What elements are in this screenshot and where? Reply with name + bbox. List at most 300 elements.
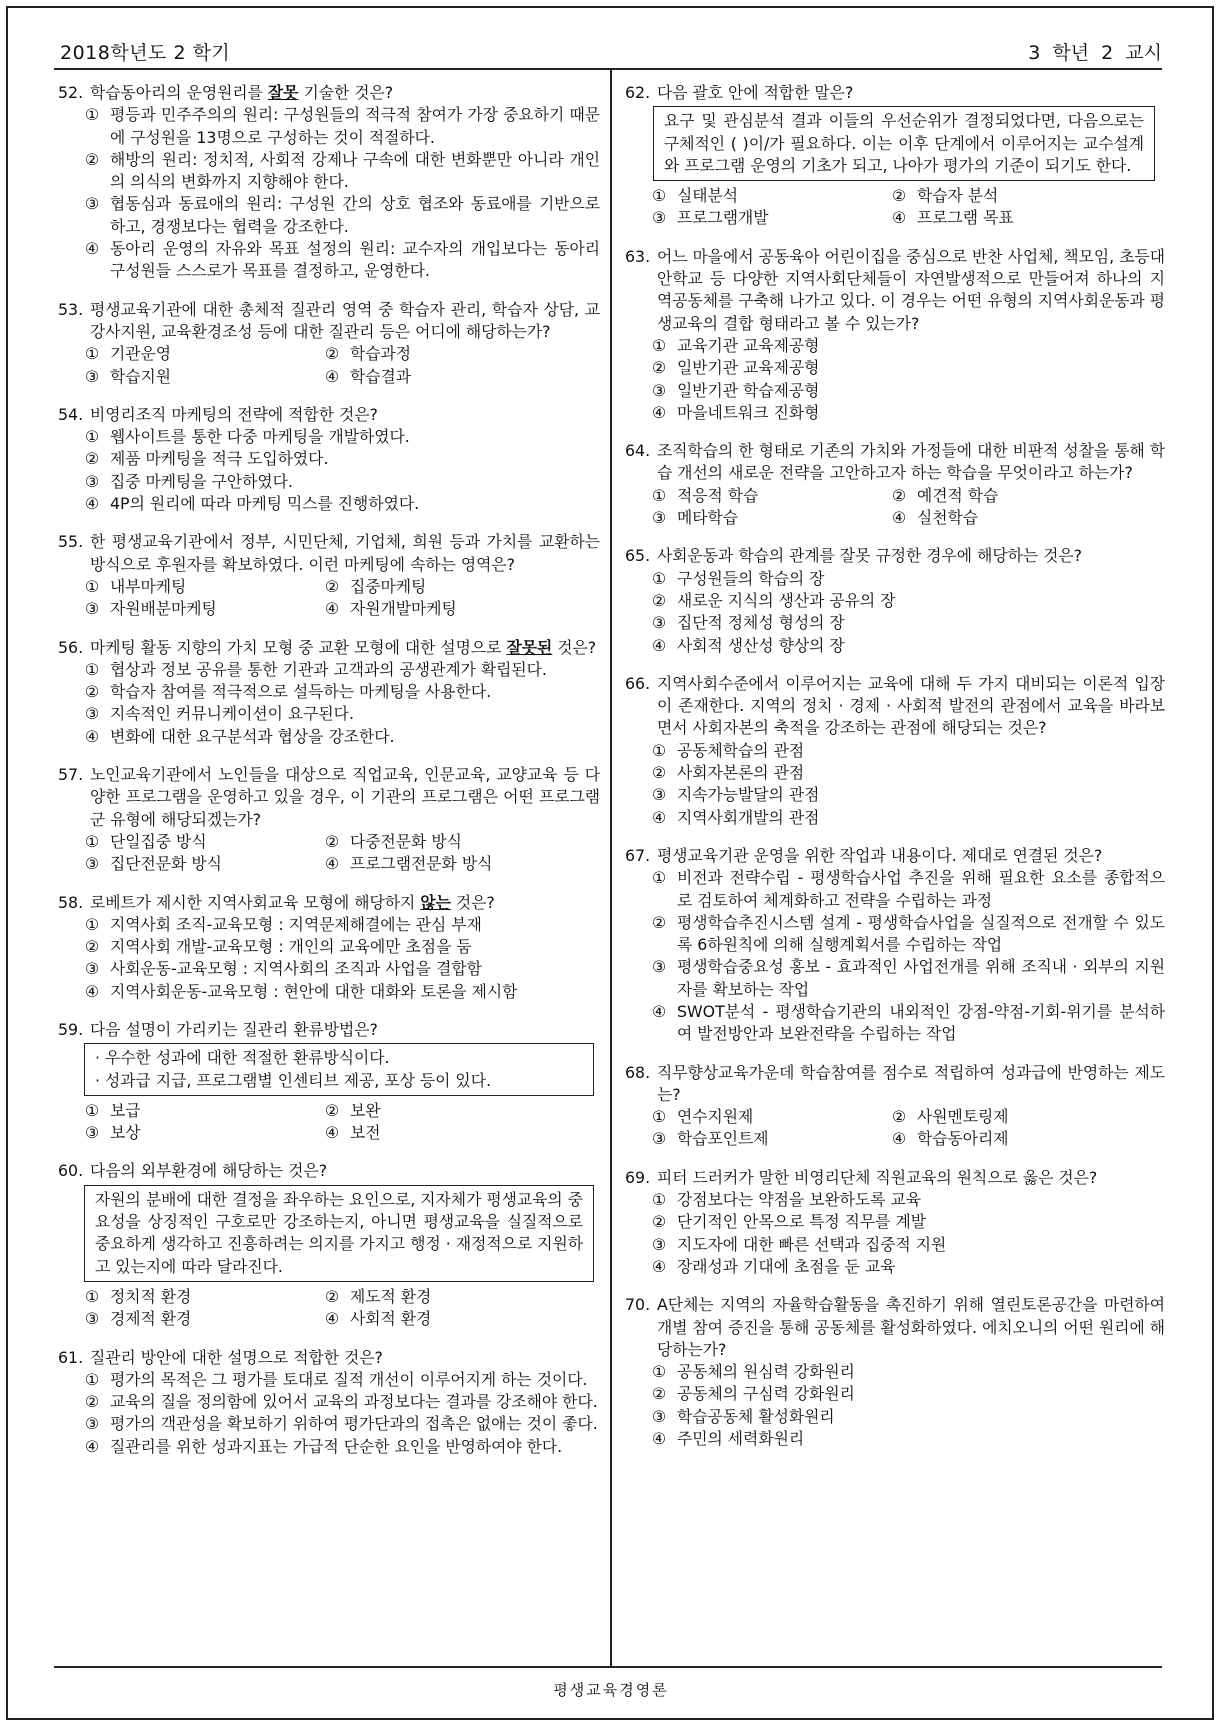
question-number: 62.: [625, 83, 651, 102]
question-64: [625, 440, 1165, 529]
option-text: 학습동아리제: [917, 1129, 1009, 1149]
option-text: 단일집중 방식: [110, 831, 207, 851]
option-text: 보급: [110, 1100, 141, 1120]
option-marker: ②: [652, 763, 667, 783]
question-text: [90, 764, 600, 831]
question-stem: [58, 1347, 600, 1369]
question-63: [625, 246, 1165, 424]
option-text: 교육의 질을 정의함에 있어서 교육의 과정보다는 결과를 강조해야 한다.: [110, 1392, 598, 1412]
header-grade-period: 3 학년 2 교시: [1028, 42, 1162, 64]
question-52: [58, 82, 600, 283]
question-number: 55.: [58, 532, 84, 552]
option-marker: ④: [85, 239, 100, 259]
answer-option-3: [625, 1234, 1165, 1256]
option-text: 단기적인 안목으로 특정 직무를 계발: [677, 1212, 926, 1232]
option-marker: ④: [652, 807, 667, 827]
option-text: 지속가능발달의 관점: [677, 785, 820, 805]
question-57: [58, 764, 600, 875]
stem-text: 마케팅 활동 지향의 가치 모형 중 교환 모형에 대한 설명으로: [90, 637, 507, 657]
option-marker: ①: [85, 1369, 100, 1389]
option-text: 메타학습: [677, 508, 739, 528]
stem-emphasis: 잘못된: [506, 637, 553, 657]
answer-option-3: [85, 598, 325, 620]
option-text: 구성원들의 학습의 장: [677, 568, 825, 588]
option-marker: ①: [652, 1362, 667, 1382]
option-text: 주민의 세력화원리: [677, 1429, 805, 1449]
header-term: 2018학년도 2 학기: [60, 42, 231, 64]
question-stem: [625, 1062, 1165, 1107]
option-text: 4P의 원리에 따라 마케팅 믹스를 진행하였다.: [110, 494, 420, 514]
answer-options-grid: [625, 1106, 1165, 1151]
option-text: 일반기관 학습제공형: [677, 380, 820, 400]
stem-text: 조직학습의 한 형태로 기존의 가치와 가정들에 대한 비판적 성찰을 통해 학습 개선의 새로운 전략을 고안하고자 하는 학습을 무엇이라고 하는가?: [657, 441, 1166, 483]
answer-option-1: [85, 576, 325, 598]
option-text: 학습공동체 활성화원리: [677, 1406, 835, 1426]
question-stem: [58, 764, 600, 831]
answer-option-2: [58, 448, 600, 470]
answer-option-4: [625, 402, 1165, 424]
answer-option-3: [625, 784, 1165, 806]
option-marker: ①: [85, 576, 100, 596]
question-text: [90, 1347, 600, 1369]
option-marker: ③: [652, 1234, 667, 1254]
passage-line: · 우수한 성과에 대한 적절한 환류방식이다.: [95, 1048, 390, 1068]
question-55: [58, 531, 600, 620]
answer-option-1: [58, 659, 600, 681]
option-marker: ③: [652, 1406, 667, 1426]
option-text: 사회자본론의 관점: [677, 763, 805, 783]
option-text: 자원개발마케팅: [350, 599, 457, 619]
question-text: [657, 845, 1165, 867]
stem-text: 다음의 외부환경에 해당하는 것은?: [90, 1161, 328, 1181]
option-marker: ①: [652, 186, 667, 206]
header-rule: [54, 68, 1162, 70]
answer-options-grid: [58, 576, 600, 621]
question-passage-box: [84, 1043, 594, 1096]
question-stem: [58, 299, 600, 344]
option-text: 사회운동-교육모형 : 지역사회의 조직과 사업을 결합함: [110, 959, 482, 979]
question-69: [625, 1167, 1165, 1278]
right-column: [625, 82, 1165, 1466]
question-stem: [625, 246, 1165, 335]
option-text: 교육기관 교육제공형: [677, 335, 820, 355]
answer-option-1: [58, 104, 600, 149]
question-68: [625, 1062, 1165, 1151]
option-marker: ③: [85, 1309, 100, 1329]
option-marker: ④: [892, 508, 907, 528]
answer-option-1: [58, 1369, 600, 1391]
question-passage-box: [653, 106, 1155, 181]
option-marker: ③: [85, 1414, 100, 1434]
question-number: 64.: [625, 441, 651, 461]
answer-option-1: [652, 185, 892, 207]
option-text: 공동체학습의 관점: [677, 740, 805, 760]
option-text: 웹사이트를 통한 다중 마케팅을 개발하였다.: [110, 427, 410, 447]
question-67: [625, 845, 1165, 1046]
option-text: 집단전문화 방식: [110, 854, 222, 874]
question-stem: [58, 1160, 600, 1182]
answer-options-grid: [58, 343, 600, 388]
answer-options-grid: [58, 1286, 600, 1331]
option-text: 공동체의 구심력 강화원리: [677, 1384, 855, 1404]
stem-text: 직무향상교육가운데 학습참여를 점수로 적립하여 성과급에 반영하는 제도는?: [657, 1062, 1165, 1104]
option-marker: ④: [652, 1001, 667, 1021]
option-text: 예견적 학습: [917, 485, 999, 505]
answer-option-3: [58, 471, 600, 493]
stem-text: 비영리조직 마케팅의 전략에 적합한 것은?: [90, 404, 378, 424]
option-text: 학습자 분석: [917, 186, 999, 206]
stem-text: A단체는 지역의 자율학습활동을 촉진하기 위해 열린토론공간을 마련하여 개별 참여 증진을 통해 공동체를 활성화하였다. 에치오니의 어떤 원리에 해당하는가?: [657, 1295, 1166, 1359]
answer-options-grid: [625, 185, 1165, 230]
option-text: 프로그램개발: [677, 208, 769, 228]
answer-option-4: [58, 238, 600, 283]
answer-option-2: [625, 1383, 1165, 1405]
option-text: 평가의 객관성을 확보하기 위하여 평가단과의 접촉은 없애는 것이 좋다.: [110, 1414, 598, 1434]
option-text: 지역사회개발의 관점: [677, 807, 820, 827]
answer-option-2: [325, 831, 565, 853]
answer-option-2: [58, 1391, 600, 1413]
option-text: 변화에 대한 요구분석과 협상을 강조한다.: [110, 726, 395, 746]
option-text: 지도자에 대한 빠른 선택과 집중적 지원: [677, 1234, 947, 1254]
stem-text: 다음 괄호 안에 적합한 말은?: [657, 83, 854, 102]
option-marker: ①: [85, 914, 100, 934]
option-marker: ②: [652, 912, 667, 932]
option-marker: ③: [85, 854, 100, 874]
question-text: [90, 299, 600, 344]
stem-text: 한 평생교육기관에서 정부, 시민단체, 기업체, 희원 등과 가치를 교환하는 방식으로 후원자를 확보하였다. 이런 마케팅에 속하는 영역은?: [90, 532, 600, 574]
answer-option-4: [625, 635, 1165, 657]
option-marker: ④: [85, 494, 100, 514]
option-marker: ③: [652, 613, 667, 633]
option-text: 지역사회운동-교육모형 : 현안에 대한 대화와 토론을 제시함: [110, 981, 518, 1001]
option-marker: ③: [652, 208, 667, 228]
option-text: 기관운영: [110, 344, 172, 364]
answer-option-4: [58, 1436, 600, 1458]
question-62: [625, 82, 1165, 230]
answer-option-3: [58, 958, 600, 980]
option-marker: ①: [652, 485, 667, 505]
question-65: [625, 545, 1165, 656]
option-marker: ①: [652, 1190, 667, 1210]
answer-option-2: [625, 590, 1165, 612]
question-stem: [58, 637, 600, 659]
question-stem: [58, 82, 600, 104]
answer-option-1: [85, 343, 325, 365]
stem-text: 학습동아리의 운영원리를: [90, 83, 268, 102]
question-text: [657, 246, 1165, 335]
option-text: 평가의 목적은 그 평가를 토대로 질적 개선이 이루어지게 하는 것이다.: [110, 1369, 588, 1389]
option-text: 일반기관 교육제공형: [677, 358, 820, 378]
answer-option-2: [325, 576, 565, 598]
answer-option-3: [625, 1406, 1165, 1428]
option-marker: ③: [85, 959, 100, 979]
answer-option-2: [625, 357, 1165, 379]
answer-option-3: [85, 853, 325, 875]
question-stem: [58, 404, 600, 426]
answer-option-2: [325, 1100, 565, 1122]
answer-option-4: [625, 1001, 1165, 1046]
question-number: 61.: [58, 1347, 84, 1367]
stem-emphasis: 잘못: [267, 83, 299, 102]
question-number: 60.: [58, 1161, 84, 1181]
option-marker: ②: [85, 149, 100, 169]
option-marker: ①: [85, 1100, 100, 1120]
stem-text: 어느 마을에서 공동육아 어린이집을 중심으로 반찬 사업체, 책모임, 초등대안학교 등 다양한 지역사회단체들이 자연발생적으로 만들어져 하나의 지역공동체를 구축해 나가고 있다. 이 경우는 어떤 유형의 지역사회운동과 평생교육의 결합 형태라고 볼 수 있는가?: [657, 246, 1166, 333]
question-text: [657, 440, 1165, 485]
option-marker: ①: [85, 831, 100, 851]
option-marker: ③: [85, 366, 100, 386]
option-marker: ②: [652, 590, 667, 610]
question-stem: [58, 531, 600, 576]
stem-text-end: 기술한 것은?: [298, 83, 394, 102]
answer-option-2: [325, 343, 565, 365]
option-marker: ②: [325, 831, 340, 851]
question-60: [58, 1160, 600, 1330]
question-text: [90, 892, 600, 914]
option-text: 질관리를 위한 성과지표는 가급적 단순한 요인을 반영하여야 한다.: [110, 1436, 563, 1456]
question-number: 68.: [625, 1062, 651, 1082]
option-text: 지역사회 조직-교육모형 : 지역문제해결에는 관심 부재: [110, 914, 482, 934]
option-text: 집단적 정체성 형성의 장: [677, 613, 845, 633]
answer-option-2: [625, 762, 1165, 784]
option-marker: ②: [652, 1212, 667, 1232]
question-56: [58, 637, 600, 748]
answer-option-1: [652, 1106, 892, 1128]
question-number: 52.: [58, 83, 84, 102]
option-marker: ②: [652, 358, 667, 378]
stem-emphasis: 않는: [420, 892, 451, 912]
question-text: [90, 404, 600, 426]
question-number: 65.: [625, 546, 651, 566]
option-marker: ③: [85, 1123, 100, 1143]
option-text: 해방의 원리: 정치적, 사회적 강제나 구속에 대한 변화뿐만 아니라 개인의 의식의 변화까지 지향해야 한다.: [110, 149, 600, 192]
footer-subject: 평생교육경영론: [553, 1681, 669, 1699]
passage-line: 요구 및 관심분석 결과 이들의 우선순위가 결정되었다면, 다음으로는 구체적인 ( )이/가 필요하다. 이는 이후 단계에서 이루어지는 교수설계와 프로그램 운영의 기초가 되고, 나아가 평가의 기준이 되기도 한다.: [664, 111, 1144, 175]
question-number: 53.: [58, 299, 84, 319]
question-stem: [625, 1294, 1165, 1361]
question-number: 70.: [625, 1295, 651, 1315]
option-marker: ③: [652, 1129, 667, 1149]
question-66: [625, 673, 1165, 829]
question-number: 56.: [58, 637, 84, 657]
stem-text-end: 것은?: [552, 637, 597, 657]
option-marker: ②: [892, 1107, 907, 1127]
option-text: 사회적 환경: [350, 1309, 432, 1329]
answer-option-3: [652, 207, 892, 229]
answer-option-4: [625, 807, 1165, 829]
stem-text: 다음 설명이 가리키는 질관리 환류방법은?: [90, 1019, 378, 1039]
answer-option-4: [325, 598, 565, 620]
answer-option-4: [625, 1256, 1165, 1278]
stem-text: 평생교육기관 운영을 위한 작업과 내용이다. 제대로 연결된 것은?: [657, 845, 1103, 865]
answer-options-grid: [58, 831, 600, 876]
passage-line: 자원의 분배에 대한 결정을 좌우하는 요인으로, 지자체가 평생교육의 중요성을 상징적인 구호로만 강조하는지, 아니면 평생교육을 실질적으로 중요하게 생각하고 진흥하려는 의지를 가지고 행정 · 재정적으로 지원하고 있는지에 따라 달라진다.: [95, 1189, 583, 1276]
option-text: SWOT분석 - 평생학습기관의 내외적인 강점-약점-기회-위기를 분석하여 발전방안과 보완전략을 수립하는 작업: [677, 1001, 1165, 1044]
answer-option-2: [625, 912, 1165, 957]
option-marker: ②: [892, 186, 907, 206]
answer-option-2: [892, 485, 1152, 507]
left-column: [58, 82, 600, 1474]
option-marker: ②: [325, 1100, 340, 1120]
footer-rule: [54, 1666, 1162, 1668]
question-61: [58, 1347, 600, 1458]
question-number: 54.: [58, 404, 84, 424]
option-text: 학습포인트제: [677, 1129, 769, 1149]
answer-option-4: [58, 981, 600, 1003]
answer-options-grid: [625, 485, 1165, 530]
question-58: [58, 892, 600, 1003]
answer-option-4: [892, 1128, 1152, 1150]
option-marker: ①: [652, 1107, 667, 1127]
question-stem: [58, 1019, 600, 1041]
answer-option-1: [625, 1189, 1165, 1211]
answer-option-4: [58, 493, 600, 515]
option-marker: ①: [85, 427, 100, 447]
answer-option-2: [325, 1286, 565, 1308]
answer-option-1: [85, 1100, 325, 1122]
answer-option-2: [58, 936, 600, 958]
answer-option-1: [625, 568, 1165, 590]
option-marker: ③: [85, 704, 100, 724]
question-text: [657, 1167, 1165, 1189]
option-text: 동아리 운영의 자유와 목표 설정의 원리: 교수자의 개입보다는 동아리 구성원들 스스로가 목표를 결정하고, 운영한다.: [110, 239, 600, 281]
option-text: 다중전문화 방식: [350, 831, 462, 851]
question-number: 66.: [625, 673, 651, 693]
option-marker: ④: [325, 854, 340, 874]
answer-option-2: [58, 681, 600, 703]
option-marker: ②: [652, 1384, 667, 1404]
option-marker: ②: [325, 1286, 340, 1306]
answer-option-2: [892, 1106, 1152, 1128]
option-marker: ①: [652, 868, 667, 888]
option-marker: ②: [325, 576, 340, 596]
question-number: 63.: [625, 246, 651, 266]
answer-option-3: [85, 1308, 325, 1330]
answer-option-1: [58, 426, 600, 448]
question-text: [657, 82, 1165, 104]
option-text: 프로그램전문화 방식: [350, 854, 493, 874]
option-marker: ④: [652, 402, 667, 422]
question-stem: [625, 545, 1165, 567]
option-marker: ④: [325, 599, 340, 619]
option-text: 새로운 지식의 생산과 공유의 장: [677, 590, 896, 610]
answer-option-4: [325, 853, 565, 875]
option-text: 지속적인 커뮤니케이션이 요구된다.: [110, 704, 354, 724]
option-marker: ①: [85, 344, 100, 364]
answer-option-2: [58, 149, 600, 194]
stem-text: 노인교육기관에서 노인들을 대상으로 직업교육, 인문교육, 교양교육 등 다양한 프로그램을 운영하고 있을 경우, 이 기관의 프로그램은 어떤 프로그램군 유형에 해당되겠는가?: [90, 765, 600, 829]
option-marker: ④: [85, 981, 100, 1001]
answer-option-3: [625, 612, 1165, 634]
stem-text: 로베트가 제시한 지역사회교육 모형에 해당하지: [90, 892, 421, 912]
stem-text-end: 것은?: [450, 892, 495, 912]
question-stem: [625, 845, 1165, 867]
answer-option-3: [625, 380, 1165, 402]
answer-option-4: [58, 726, 600, 748]
passage-line: · 성과급 지급, 프로그램별 인센티브 제공, 포상 등이 있다.: [95, 1070, 491, 1090]
question-text: [657, 1294, 1165, 1361]
option-text: 사회적 생산성 향상의 장: [677, 635, 845, 655]
answer-options-grid: [58, 1100, 600, 1145]
question-text: [90, 1160, 600, 1182]
question-text: [90, 82, 600, 104]
question-text: [90, 531, 600, 576]
option-marker: ③: [85, 471, 100, 491]
option-marker: ②: [892, 485, 907, 505]
question-53: [58, 299, 600, 388]
option-text: 마을네트워크 진화형: [677, 402, 820, 422]
option-marker: ④: [325, 366, 340, 386]
option-marker: ④: [652, 1429, 667, 1449]
option-marker: ③: [85, 194, 100, 214]
page-header: [54, 34, 1162, 68]
question-passage-box: [84, 1185, 594, 1282]
answer-option-1: [625, 740, 1165, 762]
question-number: 69.: [625, 1167, 651, 1187]
answer-option-4: [325, 366, 565, 388]
option-marker: ①: [652, 568, 667, 588]
option-marker: ①: [652, 740, 667, 760]
option-text: 보전: [350, 1123, 381, 1143]
option-text: 연수지원제: [677, 1107, 754, 1127]
question-stem: [625, 82, 1165, 104]
answer-option-3: [652, 1128, 892, 1150]
option-text: 경제적 환경: [110, 1309, 192, 1329]
option-text: 장래성과 기대에 초점을 둔 교육: [677, 1256, 896, 1276]
option-text: 협상과 정보 공유를 통한 기관과 고객과의 공생관계가 확립된다.: [110, 659, 547, 679]
option-text: 실태분석: [677, 186, 739, 206]
answer-option-4: [625, 1428, 1165, 1450]
stem-text: 사회운동과 학습의 관계를 잘못 규정한 경우에 해당하는 것은?: [657, 546, 1083, 566]
question-stem: [58, 892, 600, 914]
question-number: 59.: [58, 1019, 84, 1039]
option-text: 평생학습중요성 홍보 - 효과적인 사업전개를 위해 조직내 · 외부의 지원자를 확보하는 작업: [677, 957, 1165, 999]
option-text: 지역사회 개발-교육모형 : 개인의 교육에만 초점을 둠: [110, 937, 472, 957]
option-marker: ③: [652, 380, 667, 400]
answer-option-4: [325, 1122, 565, 1144]
question-text: [657, 673, 1165, 740]
option-text: 학습결과: [350, 366, 412, 386]
answer-option-3: [85, 1122, 325, 1144]
option-text: 자원배분마케팅: [110, 599, 217, 619]
answer-option-1: [58, 914, 600, 936]
stem-text: 평생교육기관에 대한 총체적 질관리 영역 중 학습자 관리, 학습자 상담, 교강사지원, 교육환경조성 등에 대한 질관리 등은 어디에 해당하는가?: [90, 299, 600, 341]
question-70: [625, 1294, 1165, 1450]
option-text: 프로그램 목표: [917, 208, 1014, 228]
stem-text: 질관리 방안에 대한 설명으로 적합한 것은?: [90, 1347, 383, 1367]
question-number: 57.: [58, 765, 84, 785]
option-text: 비전과 전략수립 - 평생학습사업 추진을 위해 필요한 요소를 종합적으로 검토하여 체계화하고 전략을 수립하는 과정: [677, 868, 1165, 910]
answer-option-3: [625, 956, 1165, 1001]
question-number: 67.: [625, 845, 651, 865]
option-marker: ④: [652, 1256, 667, 1276]
option-marker: ③: [652, 785, 667, 805]
answer-option-3: [58, 193, 600, 238]
answer-option-2: [625, 1211, 1165, 1233]
answer-option-3: [58, 1413, 600, 1435]
option-text: 학습자 참여를 적극적으로 설득하는 마케팅을 사용한다.: [110, 682, 492, 702]
answer-option-1: [85, 831, 325, 853]
question-stem: [625, 1167, 1165, 1189]
option-text: 학습과정: [350, 344, 412, 364]
stem-text: 피터 드러커가 말한 비영리단체 직원교육의 원칙으로 옳은 것은?: [657, 1167, 1098, 1187]
option-marker: ①: [85, 1286, 100, 1306]
question-text: [657, 1062, 1165, 1107]
answer-option-3: [58, 703, 600, 725]
option-marker: ②: [325, 344, 340, 364]
option-text: 집중 마케팅을 구안하였다.: [110, 471, 293, 491]
option-text: 제도적 환경: [350, 1286, 432, 1306]
